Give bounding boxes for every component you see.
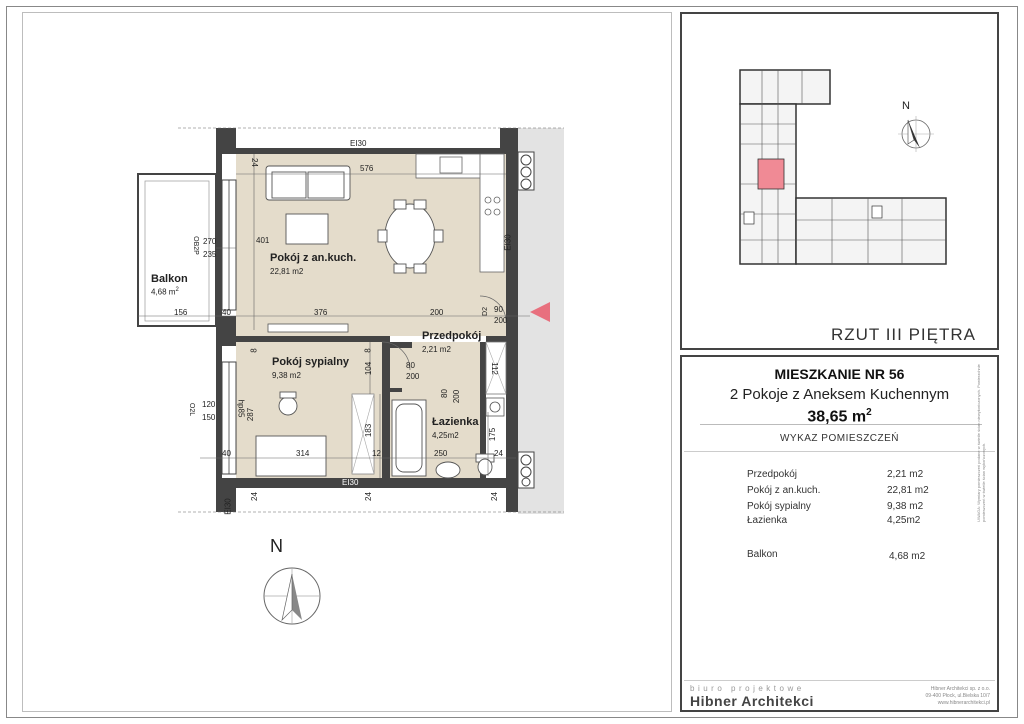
apartment-subtitle: 2 Pokoje z Aneksem Kuchennym — [729, 386, 950, 403]
dim-label: 250 — [434, 449, 448, 458]
apartment-title: MIESZKANIE NR 56 — [774, 366, 905, 382]
dim-label: 80 — [406, 361, 415, 370]
sink — [436, 462, 460, 478]
living-room-area: 22,81 m2 — [270, 267, 304, 276]
room-area: 9,38 m2 — [887, 501, 924, 512]
wall-bottom — [216, 478, 516, 488]
dim-label: 12 — [372, 449, 381, 458]
room-name: Pokój z an.kuch. — [747, 485, 821, 496]
north-label: N — [270, 536, 283, 556]
bathroom-name: Łazienka — [432, 416, 479, 428]
office-address-line: 09-400 Płock, ul.Bielska 10/7 — [925, 693, 990, 699]
fire-rating-label: EI30 — [342, 478, 359, 487]
hall-area: 2,21 m2 — [422, 345, 451, 354]
balcony-row-area: 4,68 m2 — [889, 551, 926, 562]
key-north-label: N — [902, 100, 910, 112]
dim-label: 235 — [203, 250, 217, 259]
office-tagline: biuro projektowe — [690, 684, 805, 693]
dim-label: 8 — [363, 348, 373, 353]
bedroom-name: Pokój sypialny — [272, 356, 350, 368]
divider — [684, 451, 995, 452]
desk — [256, 436, 326, 476]
divider — [684, 680, 995, 681]
wall-top — [222, 148, 518, 154]
office-logo-name: Hibner Architekci — [690, 693, 814, 709]
dim-label: 80 — [439, 389, 449, 398]
dim-label: 156 — [174, 308, 188, 317]
window-tag: OB2P — [191, 236, 199, 255]
dim-label: 24 — [249, 158, 259, 167]
dim-label: 183 — [364, 423, 374, 438]
dim-label: 112 — [489, 362, 499, 375]
dim-label: 24 — [363, 492, 373, 501]
door-tag: D2 — [481, 307, 489, 316]
dim-label: 401 — [256, 236, 270, 245]
dim-label: 287 — [246, 407, 256, 422]
dim-label: 104 — [364, 361, 374, 376]
dimensions-note: UWAGA: Wymiary pomieszczeń podane w świetle ścian niewykończonych. Powierzchnie pomieszczeń w świetle ścian wykończonych. — [976, 364, 986, 522]
dim-label: 40 — [222, 308, 231, 317]
wardrobe — [268, 324, 348, 332]
dim-label: 8 — [249, 348, 259, 353]
balcony-row-name: Balkon — [747, 549, 778, 560]
sofa — [266, 166, 350, 200]
room-name: Przedpokój — [747, 469, 798, 480]
dim-label: 200 — [406, 372, 420, 381]
office-address-line: Hibner Architekci sp. z o.o. — [930, 686, 990, 692]
apartment-area: 38,65 $m^2$ — [807, 407, 872, 426]
wall-interior — [236, 336, 390, 342]
dim-label: 576 — [360, 164, 374, 173]
coffee-table — [286, 214, 328, 244]
floor-title: RZUT III PIĘTRA — [830, 325, 976, 344]
room-area: 4,25m2 — [887, 515, 921, 526]
room-name: Pokój sypialny — [747, 501, 811, 512]
dim-label: 200 — [494, 316, 508, 325]
dim-label: 24 — [249, 492, 259, 501]
office-address-line: www.hibnerarchitekci.pl — [937, 700, 990, 706]
dim-label: 175 — [488, 427, 498, 442]
key-plan — [682, 14, 997, 314]
fire-rating-label: EI30 — [223, 498, 233, 515]
dim-label: 24 — [494, 449, 503, 458]
wall-right — [503, 128, 518, 512]
window-tag: O2L — [188, 402, 196, 417]
dim-label: hp85 — [236, 399, 246, 418]
hall-name: Przedpokój — [422, 330, 482, 342]
rooms-list-title: WYKAZ POMIESZCZEŃ — [779, 433, 900, 444]
divider — [700, 424, 982, 425]
dim-label: 24 — [489, 492, 499, 501]
fire-rating-label: EI30 — [350, 139, 367, 148]
living-room-name: Pokój z an.kuch. — [270, 252, 357, 264]
dim-label: 200 — [452, 389, 462, 404]
bathroom-area: 4,25m2 — [432, 431, 459, 440]
balcony-area: 4,68 $m^2$ — [151, 287, 179, 297]
dim-label: 270 — [203, 237, 217, 246]
dim-label: 150 — [202, 413, 216, 422]
bedroom-area: 9,38 m2 — [272, 371, 301, 380]
chair — [279, 392, 297, 415]
dim-label: 200 — [430, 308, 444, 317]
fire-rating-label: EI30 — [503, 234, 513, 251]
dim-label: 376 — [314, 308, 328, 317]
washing-machine — [486, 398, 504, 416]
room-area: 2,21 m2 — [887, 469, 924, 480]
dim-label: 90 — [494, 305, 503, 314]
dim-label: 314 — [296, 449, 310, 458]
north-arrow — [256, 560, 328, 632]
room-name: Łazienka — [747, 515, 788, 526]
room-area: 22,81 m2 — [887, 485, 929, 496]
dim-label: 120 — [202, 400, 216, 409]
balcony-name: Balkon — [151, 273, 188, 285]
dim-label: 40 — [222, 449, 231, 458]
apartment-highlight — [758, 159, 784, 189]
bathtub — [392, 400, 426, 476]
